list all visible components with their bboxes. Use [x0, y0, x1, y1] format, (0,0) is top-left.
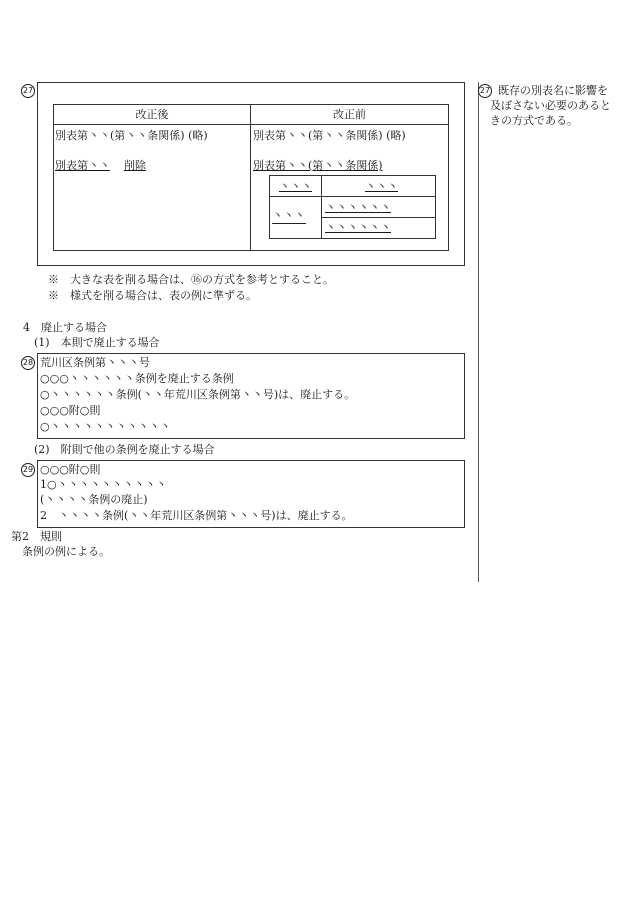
inner-table [269, 175, 436, 239]
ex29-line-1: ○○○附○則 [40, 463, 101, 476]
comparison-table [53, 104, 449, 251]
side-note-line-1: 既存の別表名に影響を [498, 84, 608, 97]
example-number-28: 28 [21, 356, 35, 370]
example-27-frame [37, 82, 465, 266]
side-note-number: 27 [478, 84, 492, 98]
example-29-frame [37, 460, 465, 528]
ex28-line-4: ○○○附○則 [40, 404, 101, 417]
header-before: 改正前 [333, 108, 366, 121]
ex29-line-4: 2 丶丶丶丶条例(丶丶年荒川区条例第丶丶丶号)は、廃止する。 [40, 509, 353, 522]
table-header-divider [54, 124, 448, 125]
inner-r3c2: 丶丶丶丶丶丶 [325, 221, 391, 234]
inner-r1c1: 丶丶丶 [279, 180, 312, 193]
ex28-line-2: ○○○丶丶丶丶丶丶条例を廃止する条例 [40, 372, 234, 385]
note-2: ※ 様式を削る場合は、表の例に準ずる。 [48, 289, 257, 302]
ex28-line-3: ○丶丶丶丶丶丶条例(丶丶年荒川区条例第丶丶号)は、廃止する。 [40, 388, 356, 401]
example-number-27: 27 [21, 84, 35, 98]
example-number-29: 29 [21, 463, 35, 477]
after-delete-label: 削除 [124, 159, 146, 172]
column-divider [478, 82, 479, 582]
inner-r2c2: 丶丶丶丶丶丶 [325, 201, 391, 214]
note-1: ※ 大きな表を削る場合は、⑯の方式を参考とすること。 [48, 273, 334, 286]
section-4-sub-1: (1) 本則で廃止する場合 [34, 336, 160, 349]
section-4-sub-2: (2) 附則で他の条例を廃止する場合 [34, 443, 215, 456]
inner-r1c2: 丶丶丶 [365, 180, 398, 193]
inner-col-divider [321, 176, 322, 238]
section-4-title: 4 廃止する場合 [23, 321, 107, 334]
before-line-2: 別表第丶丶(第丶丶条関係) [253, 159, 383, 172]
rules-body: 条例の例による。 [22, 545, 110, 558]
side-note-line-3: きの方式である。 [490, 114, 578, 127]
ex28-line-1: 荒川区条例第丶丶丶号 [40, 356, 150, 369]
inner-row-divider-1 [270, 196, 435, 197]
after-line-2 [55, 159, 146, 173]
after-line-1: 別表第丶丶(第丶丶条関係) (略) [55, 129, 208, 142]
ex28-line-5: ○丶丶丶丶丶丶丶丶丶丶丶 [40, 420, 171, 433]
example-28-frame [37, 353, 465, 439]
before-line-1: 別表第丶丶(第丶丶条関係) (略) [253, 129, 406, 142]
after-table-label: 別表第丶丶 [55, 159, 110, 172]
inner-row-divider-2 [321, 217, 435, 218]
rules-title: 第2 規則 [11, 530, 62, 543]
table-column-divider [250, 105, 251, 250]
inner-r2c1: 丶丶丶 [272, 209, 305, 222]
side-note-line-2: 及ぼさない必要のあると [490, 99, 611, 112]
ex29-line-3: (丶丶丶丶条例の廃止) [40, 493, 148, 506]
inner-r2c1-underline [272, 223, 306, 224]
header-after: 改正後 [135, 108, 169, 121]
ex29-line-2: 1○丶丶丶丶丶丶丶丶丶丶 [40, 478, 167, 491]
